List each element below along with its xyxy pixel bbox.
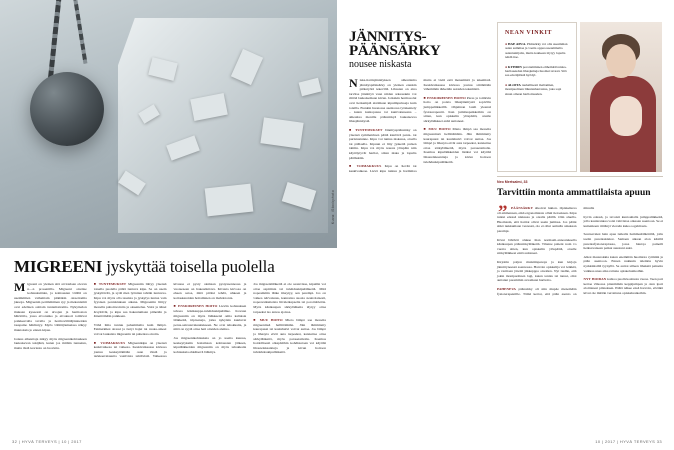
paragraph-text: Kipu on lievää tai keskivaikeaa. Lievä kipu tuntuu ja harmittaa mutta ei vielä estä menemistä ja tekemistä. Keskivaikeassa kivussa joutuu siirtämään vähemmän tärkeitän asioiden tekemistä.	[349, 78, 491, 173]
paragraph-text: Kivut lähtivät alukse ihan normaali-annostuksella käsikaupan päänsärkylääkettä. Tilanne paheni noin vo vuotta sitten, kun opiskelin ylöspäätä, otsalle särkylääkkeet enää auttaneet.	[497, 237, 577, 256]
paragraph-kicker: MUU HOITO	[259, 318, 283, 323]
bullet-icon: ■	[423, 127, 429, 132]
paragraph-kicker: MUU HOITO	[428, 127, 451, 132]
paragraph-text: Migreeniin liittyy yleensä toisella puolella päätä tuntuva kipu. Se on usein jyskyttävää, ja sydä men lyöntien tahtiin tuntuvaa. Kipu voi myös olla tasaista ja jyskytys tuntua vain fyysisen ponnistuksen aikana. Migreeniin liittyy monella pahoinvointia ja oksentelua. Valot ja äänet ärsyttävät, ja kipu saa hakeutumaan pimeään ja äänettömään paikkaan.	[93, 282, 167, 319]
paragraph-text: Seuraavaksi hain apua tutkalla hammaslääkäriltä, jolla teetin purentakiskot. Samaan aikaan alon käsillä purentafysioterapiassa, jossa hierrqa paineili heiksavaiseen paikat suustani auki.	[583, 232, 663, 251]
paragraph-text: päänsärky oli niin mupäe menemään fysioterapeutille. Tämä kertoi, että pään asento on minulla	[497, 206, 595, 296]
mother-and-baby-photo	[580, 22, 662, 172]
paragraph-text: kohtoa puolivuositusta vuosa. Teen pari kertaa viikossa pitenmmän keppijumpan ja olen ipari aloittaneat pilateksen. Päätä näkee ensä harvoin, eivätkä kivut ole mitään verrattuna opiskeluaikoihin.	[583, 277, 664, 295]
headline-line-3: nousee niskasta	[349, 59, 412, 70]
paragraph-kicker: VOIMAKKUUS	[100, 340, 126, 345]
body-paragraph	[174, 336, 247, 354]
paragraph-text: igreeni on yleinen sitä arvioidaan olevan n—n prosentilla. Migreeni oireilee kohtauksittain, ja kohtausten välillä on useimmiten vaiheittain pitkiäkin oireettomia jaksoja. Migreenin perimmäinen syy ja mekanismit ovat edelleen osittain tuntemattomia. Nykytiedon mukaan kyseessä on aivojen ja hermoston häiriötila, jossa aivorunko ja aivokuori toimivat poikkeavalla tavalla ja hermovälittäjäaineiden tasapaino häiriintyy. Myös välittäjäaineissa näkyy muutoksia jo ennen kipua.	[14, 282, 87, 332]
tip-text: rauhallisesti maltamien, monipuolinen liikuntaharrastus, joka sopi sinun omaan hartioinsuden.	[505, 82, 562, 96]
bullet-icon: ■	[349, 127, 356, 132]
body-paragraph	[497, 202, 577, 234]
headline-line-1: JÄNNITYS-	[349, 29, 427, 45]
body-paragraph	[174, 304, 247, 332]
paragraph-text: alkoivat lukion. Opiskeluraa oli emmenaan, eikä ergonomiasta olluit tietoakaan. Kipu tuntui edessä niskassa ja otsalla päällä. Otin aluella. Huomasin, että hartiat olivat usein jumissa. Jos pääni sitkö nukkumaan vesressä, olo ei ollut aamulla ainakaan parempi.	[497, 206, 577, 233]
body-paragraph	[424, 127, 492, 164]
bullet-icon: ●	[505, 82, 508, 87]
paragraph-kicker: VOIMAKKUUS	[356, 164, 382, 169]
paragraph-text: Kirjoitin paljon muistiinpanoja ja kun kirjoja jännittyneessä asennossa. Harvoin opiskelija voi leikkiä, ja varmaan järeitä jäkkepppa oireiden. Nyt tiedän, että jokin monipuolinen lagi, kuten tennis tai tanssi, olisi auttanut paremmin avaamaan hartioita.	[497, 259, 577, 283]
paragraph-text: hyvin edessä, ja tavoisti kuntouhalla jumppaliikkeitä, jolla kaularankaa voisi vahvistaa oikeaan asentoon. Se ei kuitenkaan riittänyt vieraän kuka oogelmasta.	[583, 214, 664, 228]
body-paragraph	[14, 337, 87, 351]
paragraph-text: Alkoi mausrokkia kuten enemmän huomiota rytmiini ja pään asentoon. Ennen nukkuin taleintia hyvin nyrkkinisillä tyynyllä. Se auttoi silleen lihaksiä paineita vaikkaa unes aika rattuna opiskeluaikoihin.	[583, 254, 663, 273]
body-paragraph	[253, 318, 326, 355]
headline-line-2: PÄÄNSÄRKY	[349, 43, 441, 59]
paragraph-kicker: ENSIOIREINEN HOITO	[178, 304, 218, 309]
body-paragraph	[349, 128, 417, 160]
body-paragraph	[424, 96, 492, 124]
body-paragraph	[14, 282, 87, 333]
bullet-icon: ■	[93, 340, 101, 345]
tip-label: HAE APUA.	[507, 42, 527, 46]
feature-body-columns	[497, 202, 664, 418]
right-page-headline	[349, 30, 489, 71]
body-paragraph	[497, 238, 577, 256]
paragraph-kicker: PÄÄNSÄRKY	[511, 206, 533, 210]
body-paragraph	[584, 215, 664, 229]
paragraph-kicker: TUNTEMUKSET	[98, 282, 127, 286]
paragraph-kicker: NYT HOIDAN	[583, 277, 607, 282]
feature-byline: Neo Mertsalmi, 33	[497, 180, 528, 184]
bullet-icon: ●	[505, 64, 508, 69]
paragraph-text: Mieto lämpö saa monelta migreeninsä hellittämään. Jäin lämmitetty kaurapussi tai kaulahuivi voivat auttaa. Jos lämpö ja lihasyta eivät auta tarpeeksi, kannattaa ottaa särkylääkettä, myös parasetamolia. Kaamos kipulääkkeiden lisäksi voi käyttää lihasrelaksantteja ja kivun hoitoon tulehduskipulääkettä.	[423, 127, 492, 164]
body-paragraph	[94, 323, 167, 337]
tip-item	[505, 42, 569, 60]
bullet-icon: ■	[173, 304, 179, 309]
headline-bold: MIGREENI	[14, 257, 103, 276]
body-paragraph	[584, 277, 664, 295]
right-page	[337, 0, 674, 450]
body-paragraph	[349, 78, 417, 124]
paragraph-text: Joskus aiheuttaja näkyy myös migreenikohtauksen laukaisevan tekijänä, kuten jos mitään tunnetun, mutta tästä teoriasta on luovuttu.	[14, 336, 87, 350]
quote-mark: ”	[498, 202, 508, 223]
body-paragraph	[584, 232, 664, 250]
paragraph-text: Paras ja toimivin hoito on poista lihasjännitystä sopivilla jumppaliikkeillä. Ohjeitnan laatii yleensä fysioterapeutti. Kun jumituspaikkoihin on sitten, kun opiskelin ylöspäätä, otsalle särkylääkkeet enää auttaneet.	[423, 95, 491, 123]
paragraph-kicker: TUNTEMUKSET	[355, 127, 383, 132]
tip-box-title: NEAN VINKIT	[505, 30, 552, 36]
paragraph-text: Vähä ilma tuntuu pahemmalta kuin lämpö. Esimerkiksi stressi ja tietyt hajut tai ruoka-aineet voivat laukaista migreenin tai pahentaa oireita.	[93, 322, 167, 336]
folio-left: 32 | HYVÄ TERVEYS | 10 | 2017	[12, 439, 82, 444]
left-body-columns	[14, 282, 326, 420]
left-page-headline	[14, 258, 324, 276]
bullet-icon: ■	[93, 282, 99, 286]
paragraph-text: Jos migreenikohtauksia on jo useita kuussa, keskeytyksiin hoitamaan kohtausten jälkeen, kipulääkkeiden migreeniin on myös tehokkaita kohtauksia ehkäisevä lääkitys.	[173, 335, 247, 354]
paragraph-text: Jos migreenilääkettä ei ole saatavissa, kipuilin voi ottaa aspiriinia tai tulehduskipulääkettä. Mitä nopeammin lääke imeytyy, sen parempi. Jos on vaikea närvaisuus, kannattaa suosia neutrolaisesti, nopeavaikutteista liivaletkapselia tai porottablettia. Myös käsikaupan särkylääketta täytyy ottaa tarpeeksi iso annos ajoissa.	[253, 282, 326, 314]
paragraph-kicker: ENSIOIREINEN HOITO	[426, 95, 466, 100]
debris-shard	[205, 184, 254, 217]
section-divider	[497, 176, 663, 177]
body-paragraph	[94, 282, 167, 319]
dropcap: M	[14, 280, 26, 294]
tip-label: ALOITA	[507, 82, 521, 87]
wrecking-ball-photo	[0, 0, 337, 248]
bullet-icon: ■	[349, 164, 357, 169]
tip-item	[505, 65, 569, 78]
paragraph-kicker: PAHENEVA	[497, 286, 516, 291]
body-paragraph	[253, 282, 326, 314]
tip-item	[505, 83, 569, 96]
person-head	[606, 44, 636, 78]
bullet-icon: ■	[253, 318, 260, 323]
paragraph-text: Lievän kohtauksen tehoaa käsikauppa-tulehduskipulääke. Kovaan migreeniin on myös lääkkeenä omia kaltaisia lääkkeitä, triptaaneja, jotka nykyisin kuuluvat perus-sairausvakuutukseen. Ne ovat tehokkaita, ja niitä on syytä ottaa heti oireiden alettua.	[173, 304, 247, 332]
tip-box	[497, 22, 577, 172]
tip-label: KYHDIN	[507, 64, 522, 69]
debris-shard	[260, 117, 303, 148]
paragraph-text: Jännityspäänsärky on yleensä symmetrinen päätä kiertävä panta- tai puristustunne. Kipu voi tuntua niskassa, otsalla tai päälaella. Kipuun ei liity jyskettä pulsen tahtiin. Kipu voi myös nousta ylöspäin niin käyttäytyvät hartiat, sitten niska ja lopulta pääläakiin.	[349, 127, 417, 160]
dropcap: N	[349, 76, 358, 90]
feature-subhead: Tarvittiin monta ammattilaista apuun	[497, 188, 651, 198]
paragraph-text: Migreenikipu on yleensä keskivaikeaa tai vaikeaa. Keskivaikeassa kivussa joutuu keskeyttämään osan töistä ja tarkkaavaisuutta vaativista tehtävistä. Vaikeassa kivussa ei pysty olemaan pystyasennossa ja vuoteeseen on hakeuduttava. Kivusta kirvoaa on eheen satoa, mitä pitäisi tehdä, uhkeen ja kotiaskareiden hoitaminen on mahdotonta.	[93, 282, 247, 359]
folio-right: 10 | 2017 | HYVÄ TERVEYS 33	[595, 439, 662, 444]
photo-credit: Kuva: iStockphoto	[331, 189, 335, 224]
bullet-icon: ●	[505, 42, 508, 46]
right-body-columns	[349, 78, 491, 268]
tip-text: porotamminen elihemitää niska-hartiaseudun lihasjumeja huomat tavasti. Sitä saa edoäijäästä hyödyt.	[505, 64, 567, 78]
paragraph-text: Mieto lämpö saa monelta migreeninsä hellittämään. Jäin lämmitetty kaurapussi tai kaulahuivi voivat auttaa. Jos lämpö ja lihasyta eivät auta tarpeeksi, kannattaa ottaa särkylääkettä, myös parasetamolia. Kaamos hoidollisesti olkapääthin kohdistetaan voi käyttää lihasrelaksantteja ja kivun hoitoon tuhdahdoskipulääkettä.	[253, 318, 327, 355]
headline-rest: jyskyttää toisella puolella	[106, 257, 275, 276]
bullet-icon: ■	[423, 95, 427, 100]
wrecking-ball-icon	[30, 72, 104, 146]
paragraph-text: iska-hartiajännityksen aiheuttama jännityspäänsärky on yleinen etenkin päätetyötä tekevillä. Lihasten on aina tarvitse jännittyä vaan niiden arkaasakin voi riittää laukaisemaan kivun. Jotkakin hermosolut ovat herkempiä aistimaan kipuimpulsseja kuin toisilla. Etenkin huonossa asentossa työskentely – kuten kuntopussa tai kuntvatuneena – aiheuttaa monille päänsärkyä laukaisevaa lihasjännitystä.	[349, 78, 417, 124]
baby-figure	[610, 96, 642, 136]
body-paragraph	[584, 255, 664, 273]
body-paragraph	[497, 260, 577, 283]
tip-text: Päänsärky voi olla useamman asian summaa ja vaatia oppua useammalta asiantuntijalta, mutta kokkeen täytyy lopulta tehdä itse.	[505, 42, 568, 60]
